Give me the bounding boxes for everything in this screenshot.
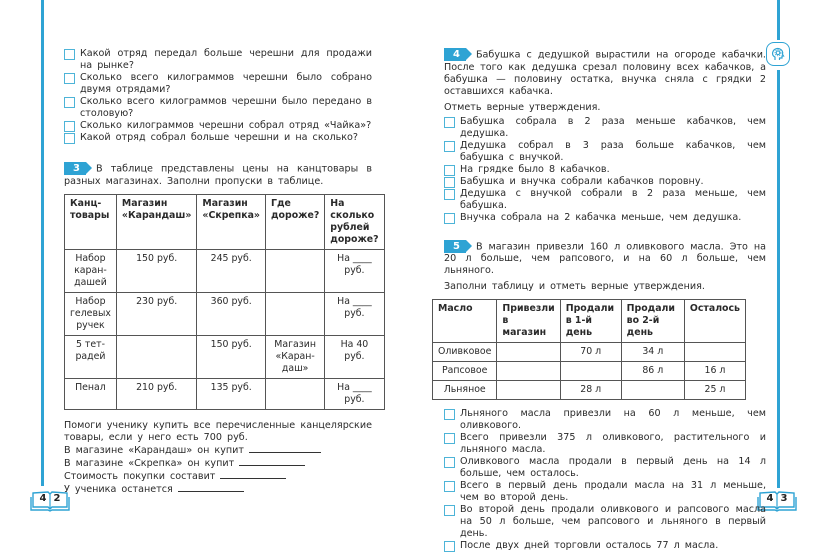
column-header: На сколько рублей дороже? bbox=[325, 194, 384, 249]
task-number-badge: 4 bbox=[444, 48, 466, 61]
column-header: Осталось bbox=[684, 300, 745, 343]
checkbox[interactable] bbox=[444, 481, 455, 492]
answer-blank[interactable] bbox=[220, 470, 286, 479]
right-page bbox=[438, 48, 766, 552]
task-5-heading: 5 В магазин привезли 160 л оливкового масла. Это на 20 л больше, чем рапсового, и на 60 л больше, чем льняного. bbox=[444, 240, 766, 276]
answer-cell[interactable] bbox=[265, 249, 324, 292]
question-item[interactable]: Какой отряд собрал больше черешни и на сколько? bbox=[64, 132, 372, 144]
stationery-price-table bbox=[64, 194, 385, 410]
answer-cell[interactable] bbox=[497, 381, 560, 400]
checkbox[interactable] bbox=[444, 213, 455, 224]
checkbox[interactable] bbox=[444, 141, 455, 152]
fill-line: Стоимость покупки составит bbox=[64, 470, 372, 483]
statement-item[interactable]: Бабушка и внучка собрали кабачков поровну. bbox=[444, 176, 766, 188]
statement-item[interactable]: На грядке было 8 кабачков. bbox=[444, 164, 766, 176]
answer-cell[interactable]: На ____ руб. bbox=[325, 292, 384, 335]
checkbox[interactable] bbox=[64, 73, 75, 84]
question-item[interactable]: Сколько всего килограммов черешни было собрано двумя отрядами? bbox=[64, 72, 372, 96]
statement-item[interactable]: Всего привезли 375 л оливкового, растительного и льняного масла. bbox=[444, 432, 766, 456]
task-number-badge: 5 bbox=[444, 240, 466, 253]
left-page bbox=[64, 48, 379, 496]
checkbox[interactable] bbox=[64, 121, 75, 132]
table-row: Рапсовое 86 л 16 л bbox=[433, 362, 746, 381]
column-header: Привезли в магазин bbox=[497, 300, 560, 343]
column-header: Продали в 1-й день bbox=[560, 300, 621, 343]
answer-cell[interactable] bbox=[116, 335, 196, 378]
task-5-instruction: Заполни таблицу и отметь верные утверждения. bbox=[444, 281, 705, 292]
checkbox[interactable] bbox=[444, 177, 455, 188]
column-header: Канц-товары bbox=[65, 194, 117, 249]
task-4-statements bbox=[444, 116, 766, 224]
checkbox[interactable] bbox=[64, 97, 75, 108]
checkbox[interactable] bbox=[444, 165, 455, 176]
checkbox[interactable] bbox=[444, 505, 455, 516]
page-digit: 2 bbox=[53, 493, 61, 504]
answer-blank[interactable] bbox=[239, 457, 305, 466]
question-item[interactable]: Сколько всего килограммов черешни было передано в столовую? bbox=[64, 96, 372, 120]
task-number-badge: 3 bbox=[64, 162, 86, 175]
answer-cell[interactable] bbox=[265, 292, 324, 335]
table-row: Пенал 210 руб. 135 руб. На ____ руб. bbox=[65, 378, 385, 409]
answer-cell[interactable] bbox=[497, 362, 560, 381]
statement-item[interactable]: Дедушка с внучкой собрали в 2 раза меньше, чем бабушка. bbox=[444, 188, 766, 212]
checkbox[interactable] bbox=[64, 49, 75, 60]
page-digit: 3 bbox=[780, 493, 788, 504]
checkbox[interactable] bbox=[444, 189, 455, 200]
task-4-instruction: Отметь верные утверждения. bbox=[444, 101, 601, 113]
column-header: Магазин «Карандаш» bbox=[116, 194, 196, 249]
answer-cell[interactable] bbox=[265, 378, 324, 409]
right-margin-line-bottom bbox=[777, 70, 780, 488]
task-3-followup: Помоги ученику купить все перечисленные канцелярские товары, если у него есть 700 руб. bbox=[64, 419, 372, 443]
head-gear-icon bbox=[766, 42, 790, 66]
answer-cell[interactable] bbox=[621, 381, 684, 400]
column-header: Масло bbox=[433, 300, 497, 343]
answer-cell[interactable]: На ____ руб. bbox=[325, 378, 384, 409]
table-row: 5 тет-радей 150 руб. Магазин «Каран-даш» На 40 руб. bbox=[65, 335, 385, 378]
statement-item[interactable]: Дедушка собрал в 3 раза больше кабачков, чем бабушка с внучкой. bbox=[444, 140, 766, 164]
column-header: Продали во 2-й день bbox=[621, 300, 684, 343]
answer-cell[interactable]: На ____ руб. bbox=[325, 249, 384, 292]
question-list bbox=[64, 48, 372, 144]
question-item[interactable]: Сколько килограммов черешни собрал отряд «Чайка»? bbox=[64, 120, 372, 132]
statement-item[interactable]: Во второй день продали оливкового и рапсового масла на 50 л больше, чем рапсового и льняного в первый день. bbox=[444, 504, 766, 540]
statement-item[interactable]: После двух дней торговли осталось 77 л масла. bbox=[444, 540, 766, 552]
answer-cell[interactable] bbox=[684, 343, 745, 362]
page-digit: 4 bbox=[766, 493, 774, 504]
statement-item[interactable]: Внучка собрала на 2 кабачка меньше, чем дедушка. bbox=[444, 212, 766, 224]
checkbox[interactable] bbox=[444, 433, 455, 444]
column-header: Где дороже? bbox=[265, 194, 324, 249]
left-margin-line bbox=[41, 0, 44, 486]
fill-line: У ученика останется bbox=[64, 483, 372, 496]
answer-blank[interactable] bbox=[249, 444, 321, 453]
checkbox[interactable] bbox=[444, 541, 455, 552]
statement-item[interactable]: Всего в первый день продали масла на 31 л меньше, чем во второй день. bbox=[444, 480, 766, 504]
checkbox[interactable] bbox=[64, 133, 75, 144]
statement-item[interactable]: Льняного масла привезли на 60 л меньше, чем оливкового. bbox=[444, 408, 766, 432]
checkbox[interactable] bbox=[444, 117, 455, 128]
question-item[interactable]: Какой отряд передал больше черешни для продажи на рынке? bbox=[64, 48, 372, 72]
fill-line: В магазине «Карандаш» он купит bbox=[64, 444, 372, 457]
column-header: Магазин «Скрепка» bbox=[197, 194, 266, 249]
table-row: Набор каран-дашей 150 руб. 245 руб. На ____ руб. bbox=[65, 249, 385, 292]
task-3-heading: 3 В таблице представлены цены на канцтовары в разных магазинах. Заполни пропуски в таблице. bbox=[64, 163, 372, 187]
answer-cell[interactable] bbox=[497, 343, 560, 362]
right-margin-line-top bbox=[777, 0, 780, 40]
task-5-statements bbox=[444, 408, 766, 552]
page-digit: 4 bbox=[39, 493, 47, 504]
statement-item[interactable]: Бабушка собрала в 2 раза меньше кабачков, чем дедушка. bbox=[444, 116, 766, 140]
checkbox[interactable] bbox=[444, 457, 455, 468]
answer-cell[interactable] bbox=[560, 362, 621, 381]
statement-item[interactable]: Оливкового масла продали в первый день на 14 л больше, чем осталось. bbox=[444, 456, 766, 480]
table-row: Оливковое 70 л 34 л bbox=[433, 343, 746, 362]
table-row: Льняное 28 л 25 л bbox=[433, 381, 746, 400]
answer-blank[interactable] bbox=[178, 483, 244, 492]
task-4-heading: 4 Бабушка с дедушкой вырастили на огороде кабачки. После того как дедушка срезал половину всех кабачков, а бабушка — половину остатка, внучка сняла с грядки 2 оставшихся кабачка. bbox=[444, 49, 766, 97]
table-row: Набор гелевых ручек 230 руб. 360 руб. На ____ руб. bbox=[65, 292, 385, 335]
fill-line: В магазине «Скрепка» он купит bbox=[64, 457, 372, 470]
oil-table bbox=[432, 299, 746, 400]
checkbox[interactable] bbox=[444, 409, 455, 420]
